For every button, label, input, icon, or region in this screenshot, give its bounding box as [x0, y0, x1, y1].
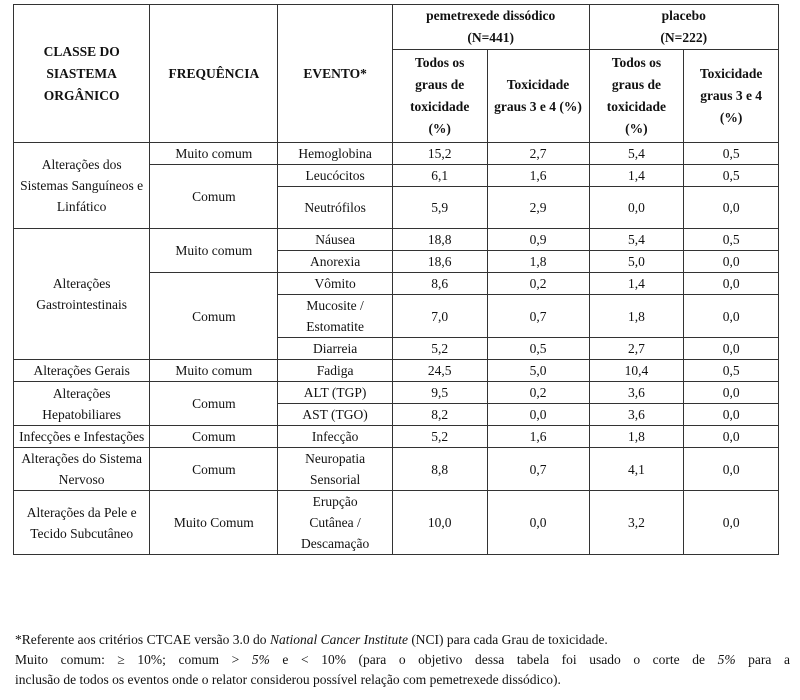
placebo-g34-cell: 0,0	[684, 251, 779, 273]
table-row	[14, 491, 779, 555]
drug-all-cell: 18,6	[392, 251, 487, 273]
header-placebo-group	[589, 5, 778, 50]
organ-class-cell: Alterações dos Sistemas Sanguíneos e Linfático	[14, 143, 150, 229]
drug-all-cell: 7,0	[392, 295, 487, 338]
organ-class-cell: Alterações do Sistema Nervoso	[14, 448, 150, 491]
drug-all-cell: 8,6	[392, 273, 487, 295]
placebo-g34-cell: 0,0	[684, 491, 779, 555]
placebo-g34-cell: 0,5	[684, 360, 779, 382]
event-cell: Anorexia	[278, 251, 392, 273]
header-placebo-all-grades: Todos os graus de toxicidade (%)	[589, 50, 684, 143]
drug-g34-cell: 1,6	[487, 426, 589, 448]
header-placebo-n: (N=222)	[660, 30, 708, 45]
event-cell: Mucosite / Estomatite	[278, 295, 392, 338]
drug-all-cell: 8,2	[392, 404, 487, 426]
drug-g34-cell: 1,8	[487, 251, 589, 273]
drug-g34-cell: 0,0	[487, 404, 589, 426]
footnote-line-1	[15, 630, 790, 650]
drug-g34-cell: 2,9	[487, 187, 589, 229]
placebo-all-cell: 3,6	[589, 382, 684, 404]
frequency-cell: Comum	[150, 426, 278, 448]
footnote-text: e < 10% (para o objetivo dessa tabela foi usado o corte de	[269, 652, 718, 667]
table-body	[14, 143, 779, 555]
placebo-g34-cell: 0,0	[684, 404, 779, 426]
frequency-cell: Muito Comum	[150, 491, 278, 555]
event-cell: Erupção Cutânea / Descamação	[278, 491, 392, 555]
placebo-g34-cell: 0,0	[684, 273, 779, 295]
frequency-cell: Muito comum	[150, 360, 278, 382]
table-row	[14, 229, 779, 251]
drug-g34-cell: 2,7	[487, 143, 589, 165]
placebo-all-cell: 5,4	[589, 229, 684, 251]
drug-g34-cell: 0,2	[487, 273, 589, 295]
event-cell: Diarreia	[278, 338, 392, 360]
table-row	[14, 360, 779, 382]
header-frequency: FREQUÊNCIA	[150, 5, 278, 143]
header-placebo-name: placebo	[661, 8, 706, 23]
drug-all-cell: 9,5	[392, 382, 487, 404]
event-cell: Náusea	[278, 229, 392, 251]
footnote-text: Muito comum: ≥ 10%; comum >	[15, 652, 252, 667]
placebo-all-cell: 2,7	[589, 338, 684, 360]
footnote-text: (NCI) para cada Grau de toxicidade.	[407, 632, 608, 647]
frequency-cell: Comum	[150, 448, 278, 491]
drug-g34-cell: 5,0	[487, 360, 589, 382]
table-footnotes	[15, 630, 790, 690]
placebo-g34-cell: 0,0	[684, 338, 779, 360]
placebo-g34-cell: 0,0	[684, 426, 779, 448]
frequency-cell: Comum	[150, 273, 278, 360]
event-cell: ALT (TGP)	[278, 382, 392, 404]
footnote-line-3: inclusão de todos os eventos onde o relator considerou possível relação com pemetrexede dissódico).	[15, 672, 561, 687]
header-drug-n: (N=441)	[467, 30, 515, 45]
drug-g34-cell: 0,7	[487, 448, 589, 491]
event-cell: Leucócitos	[278, 165, 392, 187]
placebo-g34-cell: 0,0	[684, 295, 779, 338]
drug-all-cell: 8,8	[392, 448, 487, 491]
header-organ-class: CLASSE DO SIASTEMA ORGÂNICO	[14, 5, 150, 143]
event-cell: Fadiga	[278, 360, 392, 382]
placebo-g34-cell: 0,0	[684, 382, 779, 404]
drug-g34-cell: 0,5	[487, 338, 589, 360]
drug-all-cell: 15,2	[392, 143, 487, 165]
event-cell: Neutrófilos	[278, 187, 392, 229]
drug-all-cell: 6,1	[392, 165, 487, 187]
drug-g34-cell: 0,9	[487, 229, 589, 251]
drug-g34-cell: 0,7	[487, 295, 589, 338]
event-cell: Neuropatia Sensorial	[278, 448, 392, 491]
placebo-all-cell: 3,2	[589, 491, 684, 555]
drug-all-cell: 5,2	[392, 426, 487, 448]
placebo-all-cell: 1,8	[589, 426, 684, 448]
header-drug-all-grades: Todos os graus de toxicidade (%)	[392, 50, 487, 143]
footnote-percent: 5%	[717, 652, 736, 667]
frequency-cell: Comum	[150, 382, 278, 426]
drug-all-cell: 10,0	[392, 491, 487, 555]
footnote-line-2	[15, 650, 790, 670]
organ-class-cell: Alterações Gerais	[14, 360, 150, 382]
frequency-cell: Muito comum	[150, 229, 278, 273]
table-row	[14, 143, 779, 165]
placebo-all-cell: 1,4	[589, 165, 684, 187]
adverse-events-table-container	[13, 4, 781, 555]
placebo-all-cell: 1,4	[589, 273, 684, 295]
footnote-text: *Referente aos critérios CTCAE versão 3.0 do	[15, 632, 270, 647]
drug-all-cell: 18,8	[392, 229, 487, 251]
header-drug-group	[392, 5, 589, 50]
placebo-g34-cell: 0,5	[684, 143, 779, 165]
table-row	[14, 426, 779, 448]
placebo-g34-cell: 0,0	[684, 187, 779, 229]
header-event: EVENTO*	[278, 5, 392, 143]
event-cell: Infecção	[278, 426, 392, 448]
placebo-g34-cell: 0,5	[684, 165, 779, 187]
drug-g34-cell: 0,0	[487, 491, 589, 555]
drug-g34-cell: 0,2	[487, 382, 589, 404]
placebo-g34-cell: 0,5	[684, 229, 779, 251]
drug-all-cell: 5,2	[392, 338, 487, 360]
placebo-all-cell: 0,0	[589, 187, 684, 229]
footnote-text: para a	[735, 652, 790, 667]
frequency-cell: Muito comum	[150, 143, 278, 165]
placebo-all-cell: 3,6	[589, 404, 684, 426]
placebo-all-cell: 4,1	[589, 448, 684, 491]
frequency-cell: Comum	[150, 165, 278, 229]
placebo-all-cell: 5,4	[589, 143, 684, 165]
organ-class-cell: Alterações da Pele e Tecido Subcutâneo	[14, 491, 150, 555]
drug-all-cell: 5,9	[392, 187, 487, 229]
placebo-g34-cell: 0,0	[684, 448, 779, 491]
organ-class-cell: Alterações Hepatobiliares	[14, 382, 150, 426]
footnote-institute-name: National Cancer Institute	[269, 632, 408, 647]
placebo-all-cell: 5,0	[589, 251, 684, 273]
header-drug-grade34: Toxicidade graus 3 e 4 (%)	[487, 50, 589, 143]
table-row	[14, 382, 779, 404]
header-drug-name: pemetrexede dissódico	[426, 8, 556, 23]
organ-class-cell: Infecções e Infestações	[14, 426, 150, 448]
event-cell: Vômito	[278, 273, 392, 295]
organ-class-cell: Alterações Gastrointestinais	[14, 229, 150, 360]
header-placebo-grade34: Toxicidade graus 3 e 4 (%)	[684, 50, 779, 143]
adverse-events-table	[13, 4, 779, 555]
drug-g34-cell: 1,6	[487, 165, 589, 187]
drug-all-cell: 24,5	[392, 360, 487, 382]
event-cell: AST (TGO)	[278, 404, 392, 426]
event-cell: Hemoglobina	[278, 143, 392, 165]
placebo-all-cell: 1,8	[589, 295, 684, 338]
placebo-all-cell: 10,4	[589, 360, 684, 382]
table-row	[14, 448, 779, 491]
footnote-percent: 5%	[251, 652, 270, 667]
